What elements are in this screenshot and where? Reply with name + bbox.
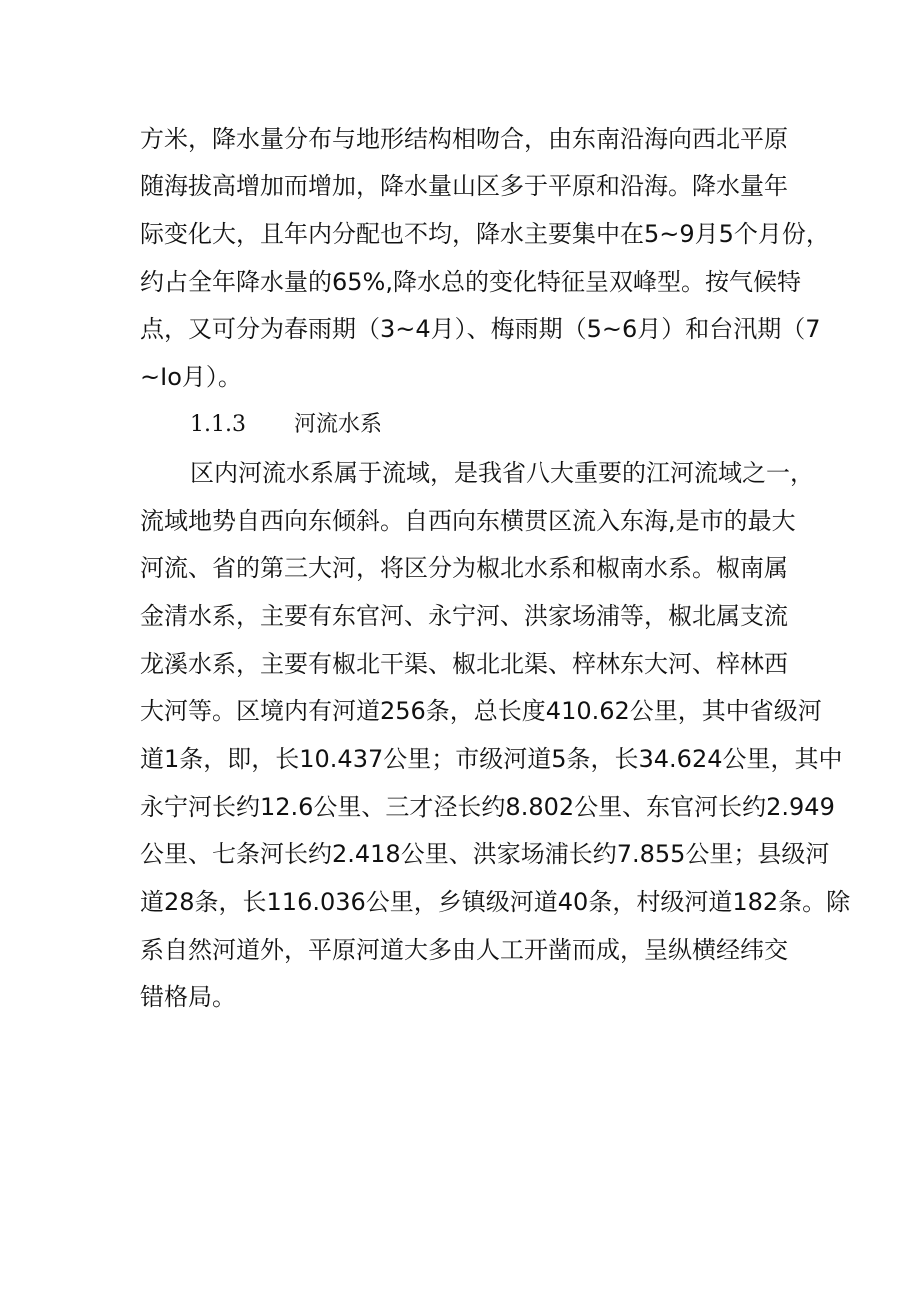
paragraph2-line: 错格局。 xyxy=(140,983,236,1011)
paragraph2-line: 道1条，即，长10.437公里；市级河道5条，长34.624公里，其中 xyxy=(140,745,843,773)
paragraph2-line: 河流、省的第三大河，将区分为椒北水系和椒南水系。椒南属 xyxy=(140,554,788,582)
paragraph2-line: 龙溪水系，主要有椒北干渠、椒北北渠、梓林东大河、梓林西 xyxy=(140,650,788,678)
section-title: 河流水系 xyxy=(294,412,383,437)
section-heading xyxy=(190,410,382,440)
paragraph2-line: 道28条，长116.036公里，乡镇级河道40条，村级河道182条。除 xyxy=(140,888,851,916)
paragraph2-line: 公里、七条河长约2.418公里、洪家场浦长约7.855公里；县级河 xyxy=(140,840,830,868)
paragraph1-line: 约占全年降水量的65%,降水总的变化特征呈双峰型。按气候特 xyxy=(140,268,801,296)
paragraph1-line: 际变化大，且年内分配也不均，降水主要集中在5~9月5个月份， xyxy=(140,220,830,248)
paragraph2-line: 系自然河道外，平原河道大多由人工开凿而成，呈纵横经纬交 xyxy=(140,936,788,964)
paragraph2-line: 金清水系，主要有东官河、永宁河、洪家场浦等，椒北属支流 xyxy=(140,602,788,630)
paragraph2-line: 永宁河长约12.6公里、三才泾长约8.802公里、东官河长约2.949 xyxy=(140,793,835,821)
paragraph2-line: 区内河流水系属于流域，是我省八大重要的江河流域之一， xyxy=(190,459,814,487)
paragraph1-line: 点，又可分为春雨期（3~4月）、梅雨期（5~6月）和台汛期（7 xyxy=(140,315,821,343)
paragraph1-line: 方米，降水量分布与地形结构相吻合，由东南沿海向西北平原 xyxy=(140,125,788,153)
paragraph1-line: ~Io月）。 xyxy=(140,363,242,391)
section-number: 1.1.3 xyxy=(190,412,246,437)
paragraph2-line: 大河等。区境内有河道256条，总长度410.62公里，其中省级河 xyxy=(140,697,822,725)
paragraph2-line: 流域地势自西向东倾斜。自西向东横贯区流入东海,是市的最大 xyxy=(140,507,796,535)
paragraph1-line: 随海拔高增加而增加，降水量山区多于平原和沿海。降水量年 xyxy=(140,172,788,200)
